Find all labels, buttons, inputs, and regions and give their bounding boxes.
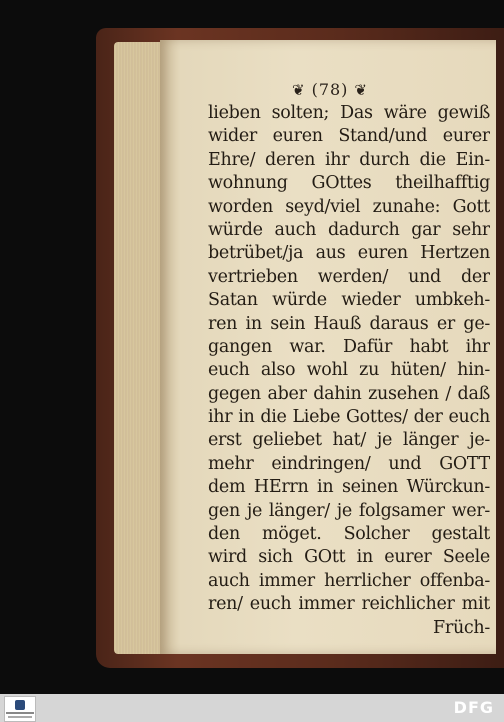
ornament-right-icon: ❦ xyxy=(354,81,368,99)
text-line: ren/ euch immer reichlicher mit xyxy=(208,594,490,615)
text-line: würde auch dadurch gar sehr xyxy=(208,219,490,240)
text-line: erst geliebet hat/ je länger je- xyxy=(208,430,490,451)
text-line: mehr eindringen/ und GOTT xyxy=(208,453,490,474)
ornament-left-icon: ❦ xyxy=(292,81,306,99)
text-block xyxy=(208,102,490,640)
text-line: lieben solten; Das wäre gewiß xyxy=(208,103,490,123)
text-line: worden seyd/viel zunahe: Gott xyxy=(208,196,490,217)
text-line: wider euren Stand/und eurer xyxy=(208,126,490,147)
text-line: Satan würde wieder umbkeh- xyxy=(208,290,490,311)
viewer-footer xyxy=(0,694,504,722)
text-line: gen je länger/ je folgsamer wer- xyxy=(208,500,490,521)
text-line: betrübet/ja aus euren Hertzen xyxy=(208,243,490,264)
text-line: Ehre/ deren ihr durch die Ein- xyxy=(208,149,490,170)
text-line: ihr in die Liebe Gottes/ der euch xyxy=(208,407,490,428)
text-line: ren in sein Hauß daraus er ge- xyxy=(208,313,490,334)
library-logo-icon[interactable] xyxy=(4,696,36,722)
catchword: Früch- xyxy=(433,617,490,638)
emblem-icon xyxy=(15,700,25,710)
text-line: wird sich GOtt in eurer Seele xyxy=(208,547,490,568)
dfg-logo[interactable]: DFG xyxy=(453,698,494,717)
text-line: wohnung GOttes theilhafftig xyxy=(208,173,490,194)
cover-edge xyxy=(496,40,504,660)
text-line: vertrieben werden/ und der xyxy=(208,266,490,287)
text-line: den möget. Solcher gestalt xyxy=(208,524,490,545)
text-line: gangen war. Dafür habt ihr xyxy=(208,336,490,357)
text-line: auch immer herrlicher offenba- xyxy=(208,570,490,591)
text-line: dem HErrn in seinen Würckun- xyxy=(208,477,490,498)
page-number: (78) xyxy=(311,80,349,99)
text-line: gegen aber dahin zusehen / daß xyxy=(208,383,490,404)
text-line: euch also wohl zu hüten/ hin- xyxy=(208,360,490,381)
book-page xyxy=(160,40,500,654)
page-header xyxy=(160,80,500,99)
